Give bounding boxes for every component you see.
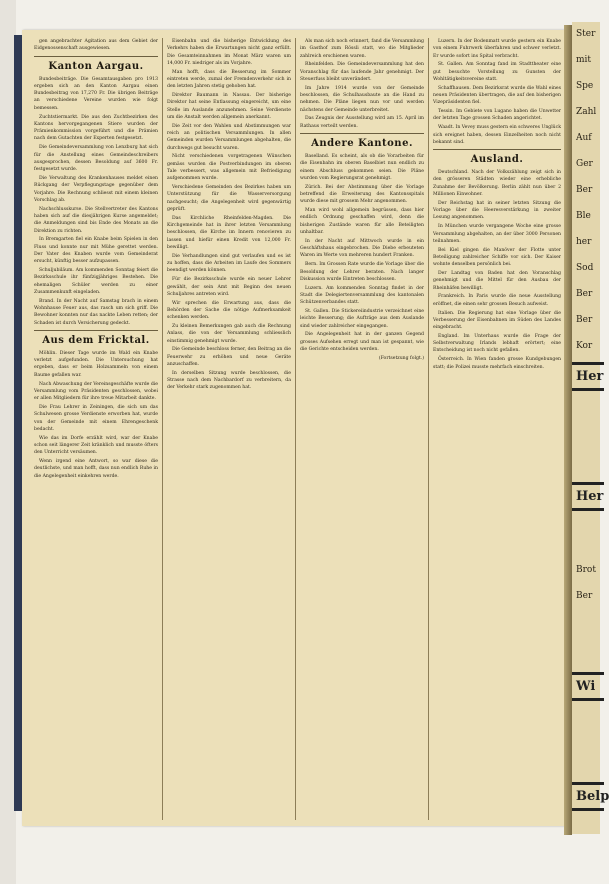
article-paragraph: Österreich. In Wien fanden grosse Kundgebungen statt; die Polizei musste mehrfach einschreiten. [433, 357, 561, 370]
cutoff-advertisement: Her [572, 482, 604, 511]
cutoff-text: Ster [576, 29, 596, 39]
article-paragraph: Zürich. Bei der Abstimmung über die Vorlage betreffend die Erweiterung des Kantonsspitals wurde diese mit grossem Mehr angenommen. [300, 184, 424, 205]
section-divider [300, 133, 424, 134]
heading-andere-kantone: Andere Kantone. [311, 138, 413, 150]
article-paragraph: In derselben Sitzung wurde beschlossen, die Strasse nach dem Nachbardorf zu verbreitern, da der Verkehr stark zugenommen hat. [167, 370, 291, 391]
cutoff-text: Zahl [576, 107, 597, 117]
column-rule [162, 38, 163, 820]
article-paragraph: Nicht verschiedenen vorgetragenen Wünschen gemäss wurden die Postverbindungen im oberen Tale verbessert, was allgemein mit Befriedigung aufgenommen wurde. [167, 154, 291, 182]
heading-aus-dem-fricktal: Aus dem Fricktal. [42, 334, 150, 346]
article-paragraph: Deutschland. Nach der Volkszählung zeigt sich in den grösseren Städten wieder eine erhebliche Zunahme der Bevölkerung. Berlin zählt nun über 2 Millionen Einwohner. [433, 170, 561, 198]
cutoff-text: mit [576, 55, 592, 65]
article-paragraph: Baselland. Es scheint, als ob die Vorarbeiten für die Eisenbahn im oberen Baselbiet nun endlich zu einem Abschluss gekommen seien. Die Pläne wurden vom Regierungsrat genehmigt. [300, 154, 424, 181]
article-paragraph: Man hofft, dass die Besserung im Sommer eintreten werde, zumal der Fremdenverkehr sich in den letzten Jahren stetig gehoben hat. [167, 69, 291, 90]
newspaper-page [22, 30, 570, 826]
article-paragraph: Der Landtag von Baden hat den Voranschlag genehmigt und die Mittel für den Ausbau der Rheinhäfen bewilligt. [433, 271, 561, 291]
article-paragraph: Zu kleinen Bemerkungen gab auch die Rechnung Anlass, die von der Versammlung schliesslich einstimmig genehmigt wurde. [167, 323, 291, 344]
article-paragraph: Nachschlusskurse. Die Stellvertreter des Kantons haben sich auf die diesjährigen Kurse angemeldet; die Anmeldungen sind bis Ende des Monats an die Direktion zu richten. [34, 206, 158, 234]
intro-text: gen angebrachter Agitation aus dem Gebiet der Eidgenossenschaft ausgewiesen. [34, 39, 158, 52]
column-4 [433, 38, 561, 818]
article-paragraph: Brand. In der Nacht auf Samstag brach in einem Wohnhause Feuer aus, das rasch um sich griff. Die Bewohner konnten nur das nackte Leben retten; der Schaden ist durch Versicherung gedeckt. [34, 298, 158, 326]
article-paragraph: Das Zeugnis der Ausstellung wird am 15. April im Rathaus verteilt werden. [300, 116, 424, 129]
article-paragraph: Waadt. In Vevey muss gestern ein schweres Unglück sich ereignet haben, dessen Einzelheiten noch nicht bekannt sind. [433, 125, 561, 145]
cutoff-text: Ber [576, 591, 593, 601]
article-paragraph: Als man sich noch erinnert, fand die Versammlung im Gasthof zum Rössli statt, wo die Mitglieder zahlreich erschienen waren. [300, 39, 424, 59]
article-paragraph: Im Jahre 1914 wurde von der Gemeinde beschlossen, die Schulhausbaute an die Hand zu nehmen. Die Pläne liegen nun vor und werden nächstens der Gemeinde unterbreitet. [300, 85, 424, 113]
article-paragraph: Wie das im Dorfe erzählt wird, war der Knabe schon seit längerer Zeit kränklich und musste öfters den Unterricht versäumen. [34, 435, 158, 456]
article-paragraph: Bei Kiel gingen die Manöver der Flotte unter Beteiligung zahlreicher Schiffe vor sich. Der Kaiser wohnte denselben persönlich bei. [433, 247, 561, 268]
article-paragraph: St. Gallen. Am Sonntag fand im Stadttheater eine gut besuchte Vorstellung zu Gunsten der Wohltätigkeitsvereine statt. [433, 62, 561, 82]
heading-kanton-aargau: Kanton Aargau. [48, 60, 144, 72]
column-rule [295, 38, 296, 820]
article-paragraph: Eisenbahn und die bisherige Entwicklung des Verkehrs haben die Erwartungen nicht ganz erfüllt. Die Gesamteinnahmen im Monat März waren um 14,000 Fr. niedriger als im Vorjahre. [167, 39, 291, 66]
article-paragraph: Wenn irgend eine Antwort, so war diese die deutlichste, und man hofft, dass nun endlich Ruhe in die Angelegenheit einkehren werde. [34, 459, 158, 479]
article-paragraph: Bundesbeiträge. Die Gesamtausgaben pro 1913 ergeben sich an den Kanton Aargau einen Bundesbeitrag von 17,270 Fr. Die übrigen Beiträge an verschiedene Vereine wurden wie folgt bemessen. [34, 76, 158, 111]
section-divider [34, 56, 158, 57]
article-paragraph: Schaffhausen. Dem Bezirksrat wurde die Wahl eines neuen Präsidenten übertragen, die auf den bisherigen Vizepräsidenten fiel. [433, 85, 561, 106]
cutoff-text: Ger [576, 159, 593, 169]
article-paragraph: Frankreich. In Paris wurde die neue Ausstellung eröffnet, die einen sehr grossen Besuch aufweist. [433, 294, 561, 307]
cutoff-text: Ber [576, 289, 593, 299]
article-paragraph: Für die Bezirksschule wurde ein neuer Lehrer gewählt, der sein Amt mit Beginn des neuen Schuljahres antreten wird. [167, 277, 291, 297]
cutoff-text: Kor [576, 341, 593, 351]
cutoff-text: Brot [576, 565, 596, 575]
article-paragraph: Die Frau Lehrer in Zeiningen, die sich um das Schulwesen grosse Verdienste erworben hat, wurde von der Gemeinde mit einem Ehrengeschenk bedacht. [34, 404, 158, 432]
article-paragraph: Die Gemeinde beschloss ferner, den Beitrag an die Feuerwehr zu erhöhen und neue Geräte anzuschaffen. [167, 347, 291, 367]
article-paragraph: Man wird wohl allgemein begrüssen, dass hier endlich Ordnung geschaffen wird, denn die bisherigen Zustände waren für alle Beteiligten unhaltbar. [300, 208, 424, 236]
column-1 [34, 38, 158, 818]
article-paragraph: In der Nacht auf Mittwoch wurde in ein Geschäftshaus eingebrochen. Die Diebe erbeuteten Waren im Werte von mehreren hundert Franken. [300, 238, 424, 259]
article-paragraph: England. Im Unterhaus wurde die Frage der Selbstverwaltung Irlands lebhaft erörtert; eine Entscheidung ist noch nicht gefallen. [433, 333, 561, 354]
column-rule [428, 38, 429, 820]
section-divider [34, 330, 158, 331]
article-paragraph: Rheinfelden. Die Gemeindeversammlung hat den Voranschlag für das laufende Jahr genehmigt. Der Steuerfuss bleibt unverändert. [300, 62, 424, 82]
cutoff-advertisement: Her [572, 362, 604, 391]
cutoff-text: Auf [576, 133, 592, 143]
article-paragraph: Schuljubiläum. Am kommenden Sonntag feiert die Bezirksschule ihr fünfzigjähriges Bestehen. Die ehemaligen Schüler werden zu einer Zusammenkunft eingeladen. [34, 268, 158, 295]
cutoff-text: Ble [576, 211, 591, 221]
cutoff-text: her [576, 237, 592, 247]
cutoff-text: Spe [576, 81, 594, 91]
article-paragraph: Direktor Baumann in Nassau. Der bisherige Direktor hat seine Entlassung eingereicht, um eine Stelle im Auslande anzunehmen. Seine Verdienste um die Anstalt werden allgemein anerkannt. [167, 93, 291, 120]
article-paragraph: Verschiedene Gemeinden des Bezirkes haben um Unterstützung für die Wasserversorgung nachgesucht; die Angelegenheit wird gegenwärtig geprüft. [167, 185, 291, 213]
article-paragraph: Der Reichstag hat in seiner letzten Sitzung die Vorlage über die Heeresverstärkung in zweiter Lesung angenommen. [433, 200, 561, 221]
article-paragraph: Zuchtstiermarkt. Die aus den Zuchtbezirken des Kantons hervorgegangenen Stiere wurden der Prämienkommission vorgeführt und die Prämien nach dem Gutachten der Experten festgesetzt. [34, 114, 158, 142]
article-paragraph: Luzern. Am kommenden Sonntag findet in der Stadt die Delegiertenversammlung des kantonalen Schützenverbandes statt. [300, 285, 424, 306]
article-paragraph: Die Verwaltung des Krankenhauses meldet einen Rückgang der Verpflegungstage gegenüber dem Vorjahre. Die Rechnung schliesst mit einem kleinen Vorschlag ab. [34, 175, 158, 203]
cutoff-text: Sod [576, 263, 594, 273]
cutoff-text: Ber [576, 315, 593, 325]
article-paragraph: Die Zeit vor den Wahlen und Abstimmungen war reich an politischen Versammlungen. In allen Gemeinden wurden Versammlungen abgehalten, die durchwegs gut besucht waren. [167, 123, 291, 151]
heading-ausland: Ausland. [470, 154, 524, 166]
cutoff-advertisement: Belp [572, 782, 604, 811]
page-gutter-shadow [564, 25, 572, 835]
article-paragraph: In München wurde vergangene Woche eine grosse Versammlung abgehalten, an der über 3000 Personen teilnahmen. [433, 224, 561, 244]
article-paragraph: Das Kirchliche Rheinfelden-Magden. Die Kirchgemeinde hat in ihrer letzten Versammlung beschlossen, die Kirche im Innern renovieren zu lassen und hiefür einen Kredit von 12,000 Fr. bewilligt. [167, 215, 291, 251]
article-paragraph: Die Verhandlungen sind gut verlaufen und es ist zu hoffen, dass die Arbeiten im Laufe des Sommers beendigt werden können. [167, 253, 291, 274]
column-3 [300, 38, 424, 818]
section-divider [433, 149, 561, 150]
adjacent-page-edge [572, 22, 609, 834]
article-paragraph: Tessin. Im Gebiete von Lugano haben die Unwetter der letzten Tage grossen Schaden angerichtet. [433, 109, 561, 122]
article-paragraph: Die Gemeindeversammlung von Lenzburg hat sich für die Anstellung eines Gemeindeschreibers ausgesprochen, dessen Besoldung auf 3600 Fr. festgesetzt wurde. [34, 145, 158, 173]
article-paragraph: Nach Abwaschung der Vereinsgeschäfte wurde die Versammlung vom Präsidenten geschlossen, wobei er allen Mitgliedern für ihre treue Mitarbeit dankte. [34, 381, 158, 402]
column-2 [167, 38, 291, 818]
continuation-note: (Fortsetzung folgt.) [378, 355, 424, 361]
cutoff-text: Ber [576, 185, 593, 195]
article-paragraph: St. Gallen. Die Stickereiindustrie verzeichnet eine leichte Besserung; die Aufträge aus dem Auslande sind wieder zahlreicher eingegangen. [300, 309, 424, 329]
cutoff-advertisement: Wi [572, 672, 604, 701]
article-paragraph: Möhlin. Dieser Tage wurde im Wald ein Knabe verletzt aufgefunden. Die Untersuchung hat ergeben, dass er beim Holzsammeln von einem Baume gefallen war. [34, 350, 158, 378]
article-paragraph: In Bremgarten fiel ein Knabe beim Spielen in den Fluss und konnte nur mit Mühe gerettet werden. Der Vater des Knaben wurde vom Gemeinderat ersucht, künftig besser aufzupassen. [34, 237, 158, 265]
article-paragraph: Die Angelegenheit hat in der ganzen Gegend grosses Aufsehen erregt und man ist gespannt, wie die Gerichte entscheiden werden. [300, 332, 424, 352]
article-paragraph: Italien. Die Regierung hat eine Vorlage über die Verbesserung der Eisenbahnen im Süden des Landes eingebracht. [433, 310, 561, 331]
article-paragraph: Bern. Im Grossen Rate wurde die Vorlage über die Besoldung der Lehrer beraten. Nach langer Diskussion wurde Eintreten beschlossen. [300, 262, 424, 282]
article-paragraph: Luzern. In der Bodenmatt wurde gestern ein Knabe von einem Fuhrwerk überfahren und schwer verletzt. Er wurde sofort ins Spital verbracht. [433, 39, 561, 59]
article-paragraph: Wir sprechen die Erwartung aus, dass die Behörden der Sache die nötige Aufmerksamkeit schenken werden. [167, 300, 291, 321]
